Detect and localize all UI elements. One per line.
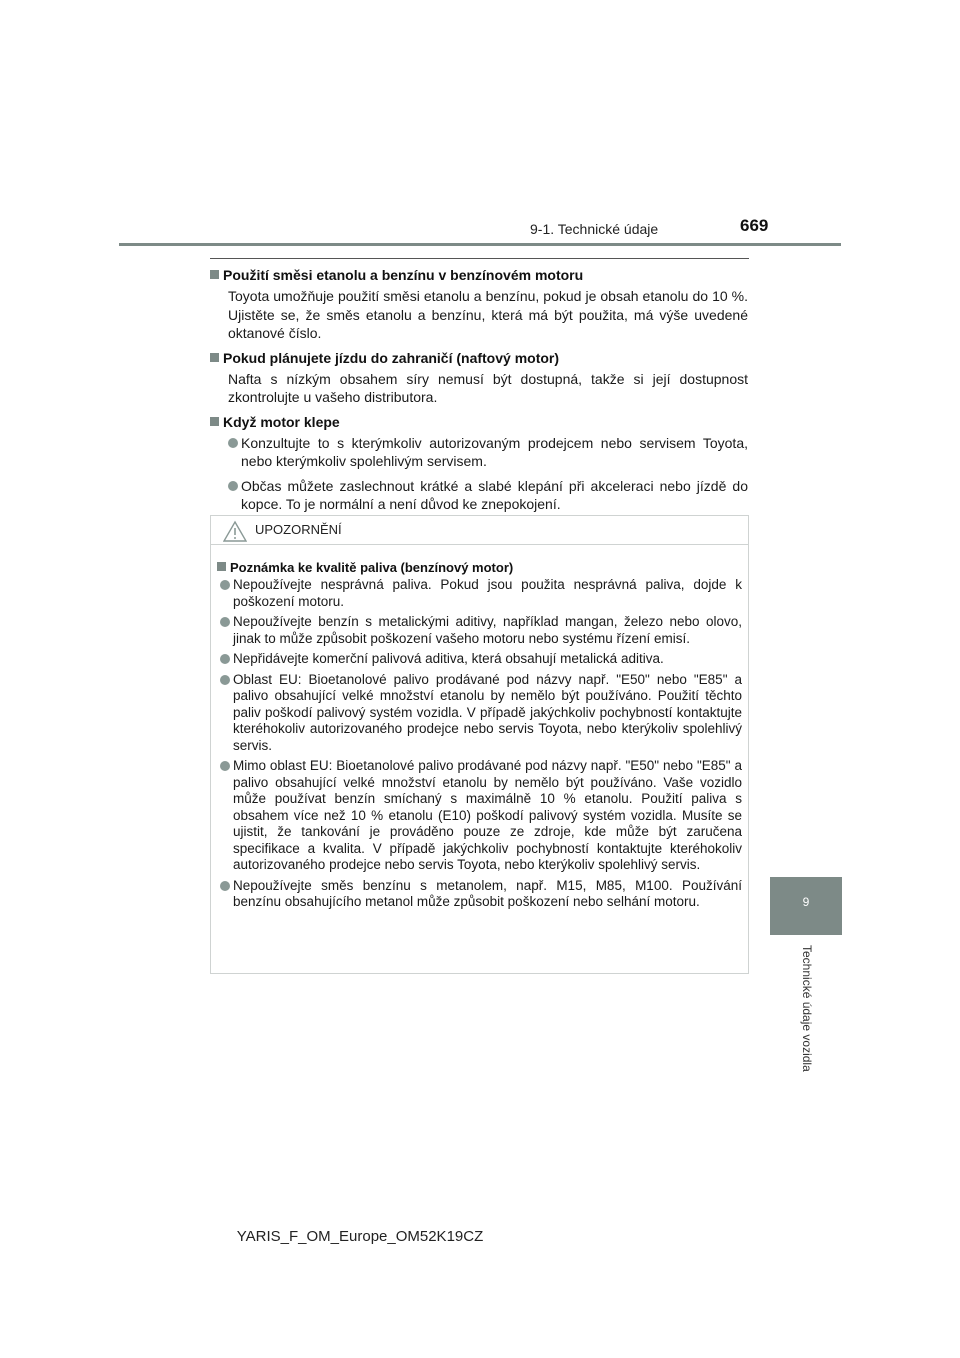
main-content bbox=[210, 266, 748, 520]
square-bullet-icon bbox=[210, 353, 219, 362]
content-top-rule bbox=[210, 258, 749, 259]
caution-box bbox=[210, 515, 749, 974]
page-number: 669 bbox=[740, 216, 769, 235]
list-item: Nepoužívejte nesprávná paliva. Pokud jsou použita nesprávná paliva, dojde k poškození motoru. bbox=[220, 577, 742, 610]
circle-bullet-icon bbox=[220, 580, 230, 590]
list-item: Konzultujte to s kterýmkoliv autorizovaným prodejcem nebo servisem Toyota, nebo kterýmkoliv spolehlivým servisem. bbox=[228, 434, 748, 471]
caution-body bbox=[211, 545, 748, 911]
square-bullet-icon bbox=[210, 270, 219, 279]
section-title: Pokud plánujete jízdu do zahraničí (naftový motor) bbox=[210, 349, 748, 368]
circle-bullet-icon bbox=[228, 438, 238, 448]
square-bullet-icon bbox=[210, 417, 219, 426]
circle-bullet-icon bbox=[228, 481, 238, 491]
circle-bullet-icon bbox=[220, 617, 230, 627]
circle-bullet-icon bbox=[220, 675, 230, 685]
section-title: Když motor klepe bbox=[210, 413, 748, 432]
list-item: Mimo oblast EU: Bioetanolové palivo prodávané pod názvy např. "E50" nebo "E85" a palivo obsahující velké množství etanolu by nemělo být používáno. Vaše vozidlo může používat benzín smíchaný s maximálně 10 % etanolu. Použití paliva s obsahem více než 10 % etanolu (E10) poškodí palivový systém vozidla. Musíte se ujistit, že tankování je prováděno pouze ze zdroje, kde může být zaručena specifikace a kvalita. V případě jakýchkoliv pochybností kontaktujte kteréhokoliv autorizovaného prodejce nebo servis Toyota, nebo kterýkoliv spolehlivý servis. bbox=[220, 758, 742, 874]
list-item: Oblast EU: Bioetanolové palivo prodávané pod názvy např. "E50" nebo "E85" a palivo obsahující velké množství etanolu by nemělo být používáno. Použití těchto paliv poškodí palivový systém vozidla. V případě jakýchkoliv pochybností kontaktujte kteréhokoliv autorizovaného prodejce nebo servis Toyota, nebo kterýkoliv spolehlivý servis. bbox=[220, 672, 742, 755]
header-rule bbox=[119, 243, 841, 246]
list-item: Nepoužívejte benzín s metalickými aditivy, například mangan, železo nebo olovo, jinak to může způsobit poškození vašeho motoru nebo systému řízení emisí. bbox=[220, 614, 742, 647]
caution-header bbox=[211, 516, 748, 545]
square-bullet-icon bbox=[217, 562, 226, 571]
circle-bullet-icon bbox=[220, 881, 230, 891]
circle-bullet-icon bbox=[220, 761, 230, 771]
section-text: Nafta s nízkým obsahem síry nemusí být dostupná, takže si její dostupnost zkontrolujte u vašeho distributora. bbox=[228, 370, 748, 405]
list-item: Nepřidávejte komerční palivová aditiva, která obsahují metalická aditiva. bbox=[220, 651, 742, 668]
section-title: Použití směsi etanolu a benzínu v benzínovém motoru bbox=[210, 266, 748, 285]
warning-triangle-icon bbox=[223, 520, 247, 542]
chapter-number: 9 bbox=[802, 895, 810, 909]
circle-bullet-icon bbox=[220, 654, 230, 664]
chapter-tab bbox=[770, 877, 842, 935]
section-header: 9-1. Technické údaje bbox=[530, 221, 659, 237]
list-item: Nepoužívejte směs benzínu s metanolem, např. M15, M85, M100. Používání benzínu obsahujícího metanol může způsobit poškození nebo selhání motoru. bbox=[220, 878, 742, 911]
section-text: Toyota umožňuje použití směsi etanolu a benzínu, pokud je obsah etanolu do 10 %. Ujistěte se, že směs etanolu a benzínu, která má být použita, má výše uvedené oktanové číslo. bbox=[228, 288, 748, 341]
caution-title: Poznámka ke kvalitě paliva (benzínový motor) bbox=[217, 559, 742, 576]
caution-label: UPOZORNĚNÍ bbox=[255, 522, 342, 537]
chapter-label: Technické údaje vozidla bbox=[800, 945, 814, 1072]
list-item: Občas můžete zaslechnout krátké a slabé klepání při akceleraci nebo jízdě do kopce. To je normální a není důvod ke znepokojení. bbox=[228, 477, 748, 514]
footer-doc-id: YARIS_F_OM_Europe_OM52K19CZ bbox=[236, 1228, 484, 1245]
